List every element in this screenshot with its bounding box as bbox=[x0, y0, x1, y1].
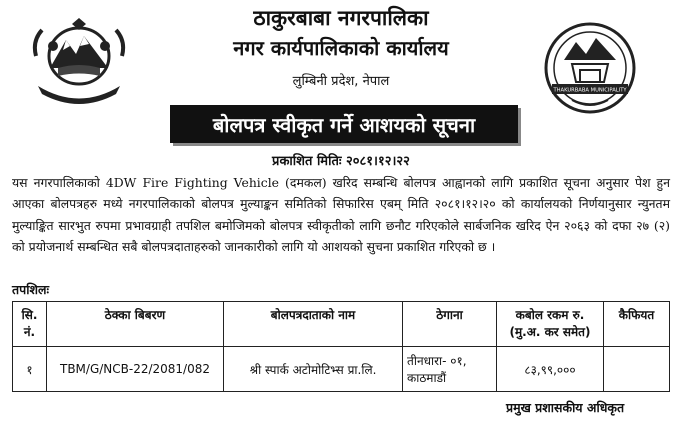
province-line: लुम्बिनी प्रदेश, नेपाल bbox=[292, 74, 390, 89]
signature-title: प्रमुख प्रशासकीय अधिकृत bbox=[506, 400, 625, 415]
published-date: प्रकाशित मितिः २०८१।१२।२२ bbox=[272, 154, 410, 169]
municipality-logo-icon bbox=[542, 20, 638, 116]
notice-body bbox=[12, 172, 670, 257]
notice-paragraph: यस नगरपालिकाको 4DW Fire Fighting Vehicle (दमकल) खरिद सम्बन्धि बोलपत्र आह्वानको लागि प्रकाशित सूचना अनुसार पेश हुन आएका बोलपत्रहरु मध्ये नगरपालिकाको बोलपत्र मुल्याङ्कन समितिको सिफारिस एबम् मिति २०८१।१२।२० को कार्यालयको निर्णयानुसार न्युनतम मुल्याङ्कित सारभुत रुपमा प्रभावग्राही तपशिल बमोजिमको बोलपत्र स्वीकृतीको लागि छनौट गरिएकोले सार्बजनिक खरिद ऐन २०६३ को दफा २७ (२) को प्रयोजनार्थ सम्बन्धित सबै बोलपत्रदाताहरुको जानकारीको लागि यो आशयको सुचना प्रकाशित गरिएको छ । bbox=[12, 175, 670, 254]
municipality-logo-text: THAKURBABA MUNICIPALITY bbox=[553, 87, 627, 94]
cell-remarks bbox=[604, 347, 670, 392]
details-label: तपशिलः bbox=[12, 282, 49, 297]
cell-contract: TBM/G/NCB-22/2081/082 bbox=[47, 347, 224, 392]
header-amount: कबोल रकम रु. (मु.अ. कर समेत) bbox=[497, 302, 604, 347]
cell-amount: ८३,९९,००० bbox=[497, 347, 604, 392]
header-remarks: कैफियत bbox=[604, 302, 670, 347]
header-address: ठेगाना bbox=[403, 302, 497, 347]
cell-bidder: श्री स्पार्क अटोमोटिभ्स प्रा.लि. bbox=[224, 347, 403, 392]
bid-table bbox=[12, 301, 670, 392]
header-sn: सि. नं. bbox=[13, 302, 47, 347]
table-header-row bbox=[13, 302, 670, 347]
header-bidder: बोलपत्रदाताको नाम bbox=[224, 302, 403, 347]
cell-address: तीनधारा- ०१, काठमाडौं bbox=[403, 347, 497, 392]
cell-sn: १ bbox=[13, 347, 47, 392]
header-contract: ठेक्का बिबरण bbox=[47, 302, 224, 347]
notice-title-banner: बोलपत्र स्वीकृत गर्ने आशयको सूचना bbox=[170, 105, 518, 143]
office-name: नगर कार्यपालिकाको कार्यालय bbox=[233, 36, 449, 60]
table-row bbox=[13, 347, 670, 392]
org-name: ठाकुरबाबा नगरपालिका bbox=[253, 6, 429, 30]
